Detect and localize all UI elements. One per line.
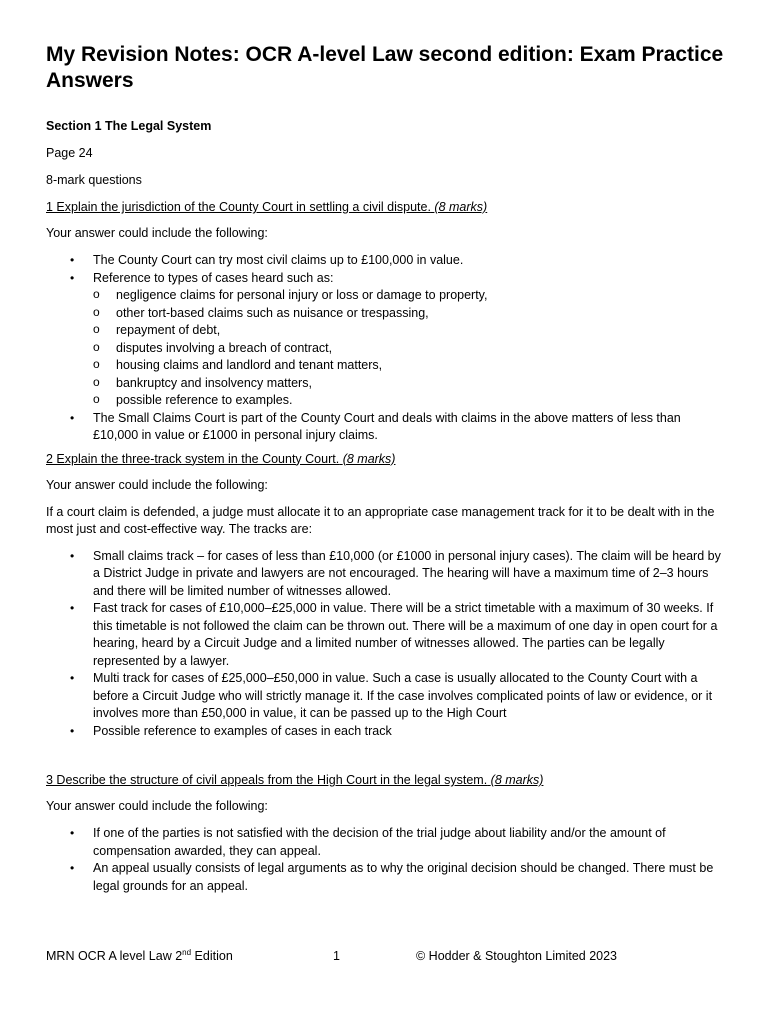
footer-page-number: 1 bbox=[333, 949, 340, 963]
question-heading bbox=[46, 451, 726, 468]
footer-copyright: © Hodder & Stoughton Limited 2023 bbox=[416, 949, 618, 963]
spacer bbox=[46, 746, 726, 772]
sub-bullet-item bbox=[93, 322, 726, 340]
document-page bbox=[46, 42, 726, 901]
sub-bullet-text: possible reference to examples. bbox=[116, 393, 293, 407]
section-heading: Section 1 The Legal System bbox=[46, 119, 212, 133]
bullet-text: The County Court can try most civil claims up to £100,000 in value. bbox=[93, 253, 464, 267]
footer-edition: MRN OCR A level Law 2nd Edition bbox=[46, 947, 233, 963]
sub-bullet-item bbox=[93, 375, 726, 393]
sub-bullet-item bbox=[93, 287, 726, 305]
sub-bullet-text: disputes involving a breach of contract, bbox=[116, 340, 333, 355]
bullet-item bbox=[46, 860, 726, 895]
sub-bullet-marker: o bbox=[93, 322, 100, 336]
bullet-marker: • bbox=[70, 548, 75, 563]
bullet-text: Fast track for cases of £10,000–£25,000 in value. There will be a strict timetable with a maximum of 30 weeks. If this timetable is not followed the claim can be thrown out. There will be a maximum of one day in open court for a hearing, heard by a Circuit Judge and a limited number of witnesses allowed. The parties can be legally represented by a lawyer. bbox=[93, 601, 718, 668]
answer-intro: Your answer could include the following: bbox=[46, 477, 268, 492]
bullet-item bbox=[46, 825, 726, 860]
bullet-text: Possible reference to examples of cases in each track bbox=[93, 723, 392, 738]
question-text: 1 Explain the jurisdiction of the County Court in settling a civil dispute. bbox=[46, 200, 431, 214]
bullet-marker: • bbox=[70, 601, 75, 615]
bullet-marker: • bbox=[70, 723, 75, 738]
sub-bullet-item bbox=[93, 357, 726, 375]
answer-intro: Your answer could include the following: bbox=[46, 799, 268, 813]
sub-bullet-item bbox=[93, 340, 726, 358]
sub-bullet-marker: o bbox=[93, 287, 100, 301]
bullet-text: Multi track for cases of £25,000–£50,000 in value. Such a case is usually allocated to the County Court with a before a Circuit Judge who will strictly manage it. If the case involves complicated points of law or evidence, or it involves more than £50,000 in value, it can be passed up to the High Court bbox=[93, 671, 713, 720]
bullet-list bbox=[46, 252, 726, 445]
bullet-marker: • bbox=[70, 861, 75, 875]
bullet-text: Reference to types of cases heard such as: bbox=[93, 270, 334, 285]
document-title: My Revision Notes: OCR A-level Law second edition: Exam Practice Answers bbox=[46, 43, 724, 92]
question-type-label: 8-mark questions bbox=[46, 173, 142, 187]
bullet-text: The Small Claims Court is part of the County Court and deals with claims in the above matters of less than £10,000 in value or £1000 in personal injury claims. bbox=[93, 410, 681, 442]
bullet-item bbox=[46, 270, 726, 410]
bullet-marker: • bbox=[70, 270, 75, 285]
sub-bullet-item bbox=[93, 305, 726, 323]
bullet-marker: • bbox=[70, 253, 75, 267]
answer-intro: Your answer could include the following: bbox=[46, 226, 268, 240]
question-marks: (8 marks) bbox=[490, 773, 544, 787]
bullet-marker: • bbox=[70, 826, 75, 840]
bullet-text: If one of the parties is not satisfied with the decision of the trial judge about liability and/or the amount of compensation awarded, they can appeal. bbox=[93, 826, 666, 858]
sub-bullet-marker: o bbox=[93, 339, 100, 354]
sub-bullet-marker: o bbox=[93, 357, 100, 371]
page-footer bbox=[46, 947, 726, 965]
sub-bullet-marker: o bbox=[93, 304, 100, 319]
sub-bullet-marker: o bbox=[93, 392, 100, 406]
bullet-item bbox=[46, 670, 726, 723]
questions-container bbox=[46, 199, 726, 895]
sub-bullet-list bbox=[93, 287, 726, 410]
bullet-marker: • bbox=[70, 410, 75, 425]
question-heading bbox=[46, 772, 726, 789]
sub-bullet-text: negligence claims for personal injury or loss or damage to property, bbox=[116, 288, 488, 302]
answer-paragraph: If a court claim is defended, a judge must allocate it to an appropriate case management track for it to be dealt with in the most just and cost-effective way. The tracks are: bbox=[46, 504, 715, 536]
question-heading bbox=[46, 199, 726, 216]
sub-bullet-text: other tort-based claims such as nuisance or trespassing, bbox=[116, 305, 429, 320]
page-reference: Page 24 bbox=[46, 146, 93, 160]
bullet-text: Small claims track – for cases of less than £10,000 (or £1000 in personal injury cases). The claim will be heard by a District Judge in private and lawyers are not encouraged. The hearing will have a maximum time of 2–3 hours and there will be limited number of witnesses allowed. bbox=[93, 548, 721, 598]
sub-bullet-marker: o bbox=[93, 374, 100, 389]
question-marks: (8 marks) bbox=[342, 451, 396, 466]
bullet-item bbox=[46, 548, 726, 601]
bullet-marker: • bbox=[70, 671, 75, 685]
bullet-item bbox=[46, 252, 726, 270]
bullet-list bbox=[46, 548, 726, 741]
bullet-list bbox=[46, 825, 726, 895]
question-marks: (8 marks) bbox=[434, 200, 488, 214]
sub-bullet-text: repayment of debt, bbox=[116, 323, 221, 337]
question-text: 3 Describe the structure of civil appeals from the High Court in the legal system. bbox=[46, 773, 488, 787]
sub-bullet-item bbox=[93, 392, 726, 410]
bullet-item bbox=[46, 600, 726, 670]
bullet-item bbox=[46, 410, 726, 445]
bullet-item bbox=[46, 723, 726, 741]
sub-bullet-text: bankruptcy and insolvency matters, bbox=[116, 375, 312, 390]
bullet-text: An appeal usually consists of legal arguments as to why the original decision should be changed. There must be legal grounds for an appeal. bbox=[93, 861, 714, 893]
sub-bullet-text: housing claims and landlord and tenant matters, bbox=[116, 358, 383, 372]
question-text: 2 Explain the three-track system in the County Court. bbox=[46, 451, 340, 466]
